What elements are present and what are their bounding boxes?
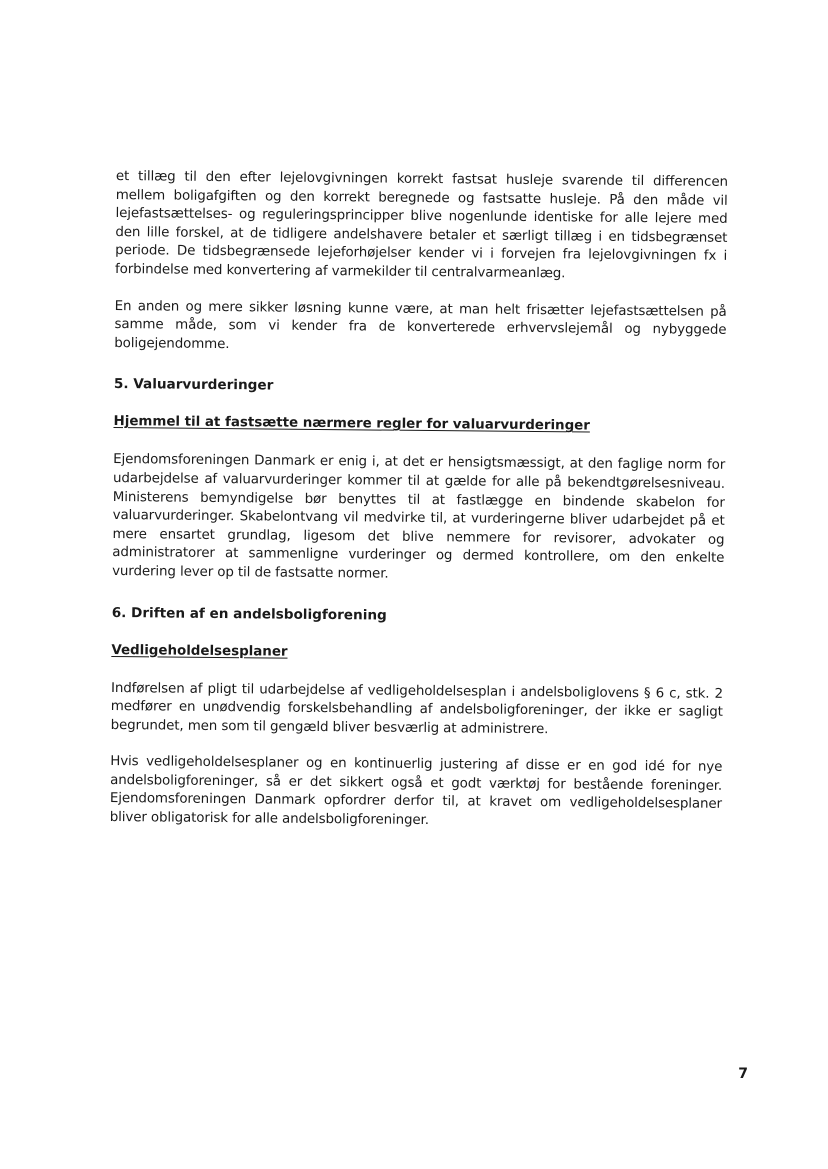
- section-5-subheading: Hjemmel til at fastsætte nærmere regler for valuarvurderinger: [113, 414, 590, 434]
- paragraph-intro-1: et tillæg til den efter lejelovgivningen korrekt fastsat husleje svarende til differencen mellem boligafgiften og den korrekt beregnede og fastsatte husleje. På den måde vil lejefastsættelses- og reguleringsprincipper blive nogenlunde identiske for alle lejere med den lille forskel, at de tidligere andelshavere betaler et særligt tillæg i en tidsbegrænset periode. De tidsbegrænsede lejeforhøjelser kender vi i forvejen fra lejelovgivningen fx i forbindelse med konvertering af varmekilder til centralvarmeanlæg.: [114, 168, 728, 282]
- section-5-heading: 5. Valuarvurderinger: [113, 376, 274, 394]
- section-6-paragraph-1: Indførelsen af pligt til udarbejdelse af vedligeholdelsesplan i andelsboliglovens § 6 c, stk. 2 medfører en unødvendig forskelsbehandling af andelsboligforeninger, der ikke er sagligt begrundet, men som til gengæld bliver besværlig at administrere.: [110, 680, 724, 737]
- section-6-paragraph-2: Hvis vedligeholdelsesplaner og en kontinuerlig justering af disse er en god idé for nye andelsboligforeninger, så er det sikkert også et godt værktøj for bestående foreninger. Ejendomsforeningen Danmark opfordrer derfor til, at kravet om vedligeholdelsesplaner bliver obligatorisk for alle andelsboligforeninger.: [109, 754, 723, 829]
- section-5-paragraph-1: Ejendomsforeningen Danmark er enig i, at det er hensigtsmæssigt, at den faglige norm for udarbejdelse af valuarvurderinger kommer til at gælde for alle på bekendtgørelsesniveau. Ministerens bemyndigelse bør benyttes til at fastlægge en bindende skabelon for valuarvurderinger. Skabelontvang vil medvirke til, at vurderingerne bliver udarbejdet på et mere ensartet grundlag, ligesom det blive nemmere for revisorer, advokater og administratorer at sammenligne vurderinger og dermed kontrollere, om den enkelte vurdering lever op til de fastsatte normer.: [112, 452, 726, 582]
- section-6-subheading: Vedligeholdelsesplaner: [111, 642, 288, 660]
- page-body: [110, 168, 728, 834]
- section-6-heading: 6. Driften af en andelsboligforening: [111, 604, 387, 624]
- page-number: 7: [738, 1066, 748, 1082]
- paragraph-intro-2: En anden og mere sikker løsning kunne være, at man helt frisætter lejefastsættelsen på samme måde, som vi kender fra de konverterede erhvervslejemål og nybyggede boligejendomme.: [114, 298, 727, 352]
